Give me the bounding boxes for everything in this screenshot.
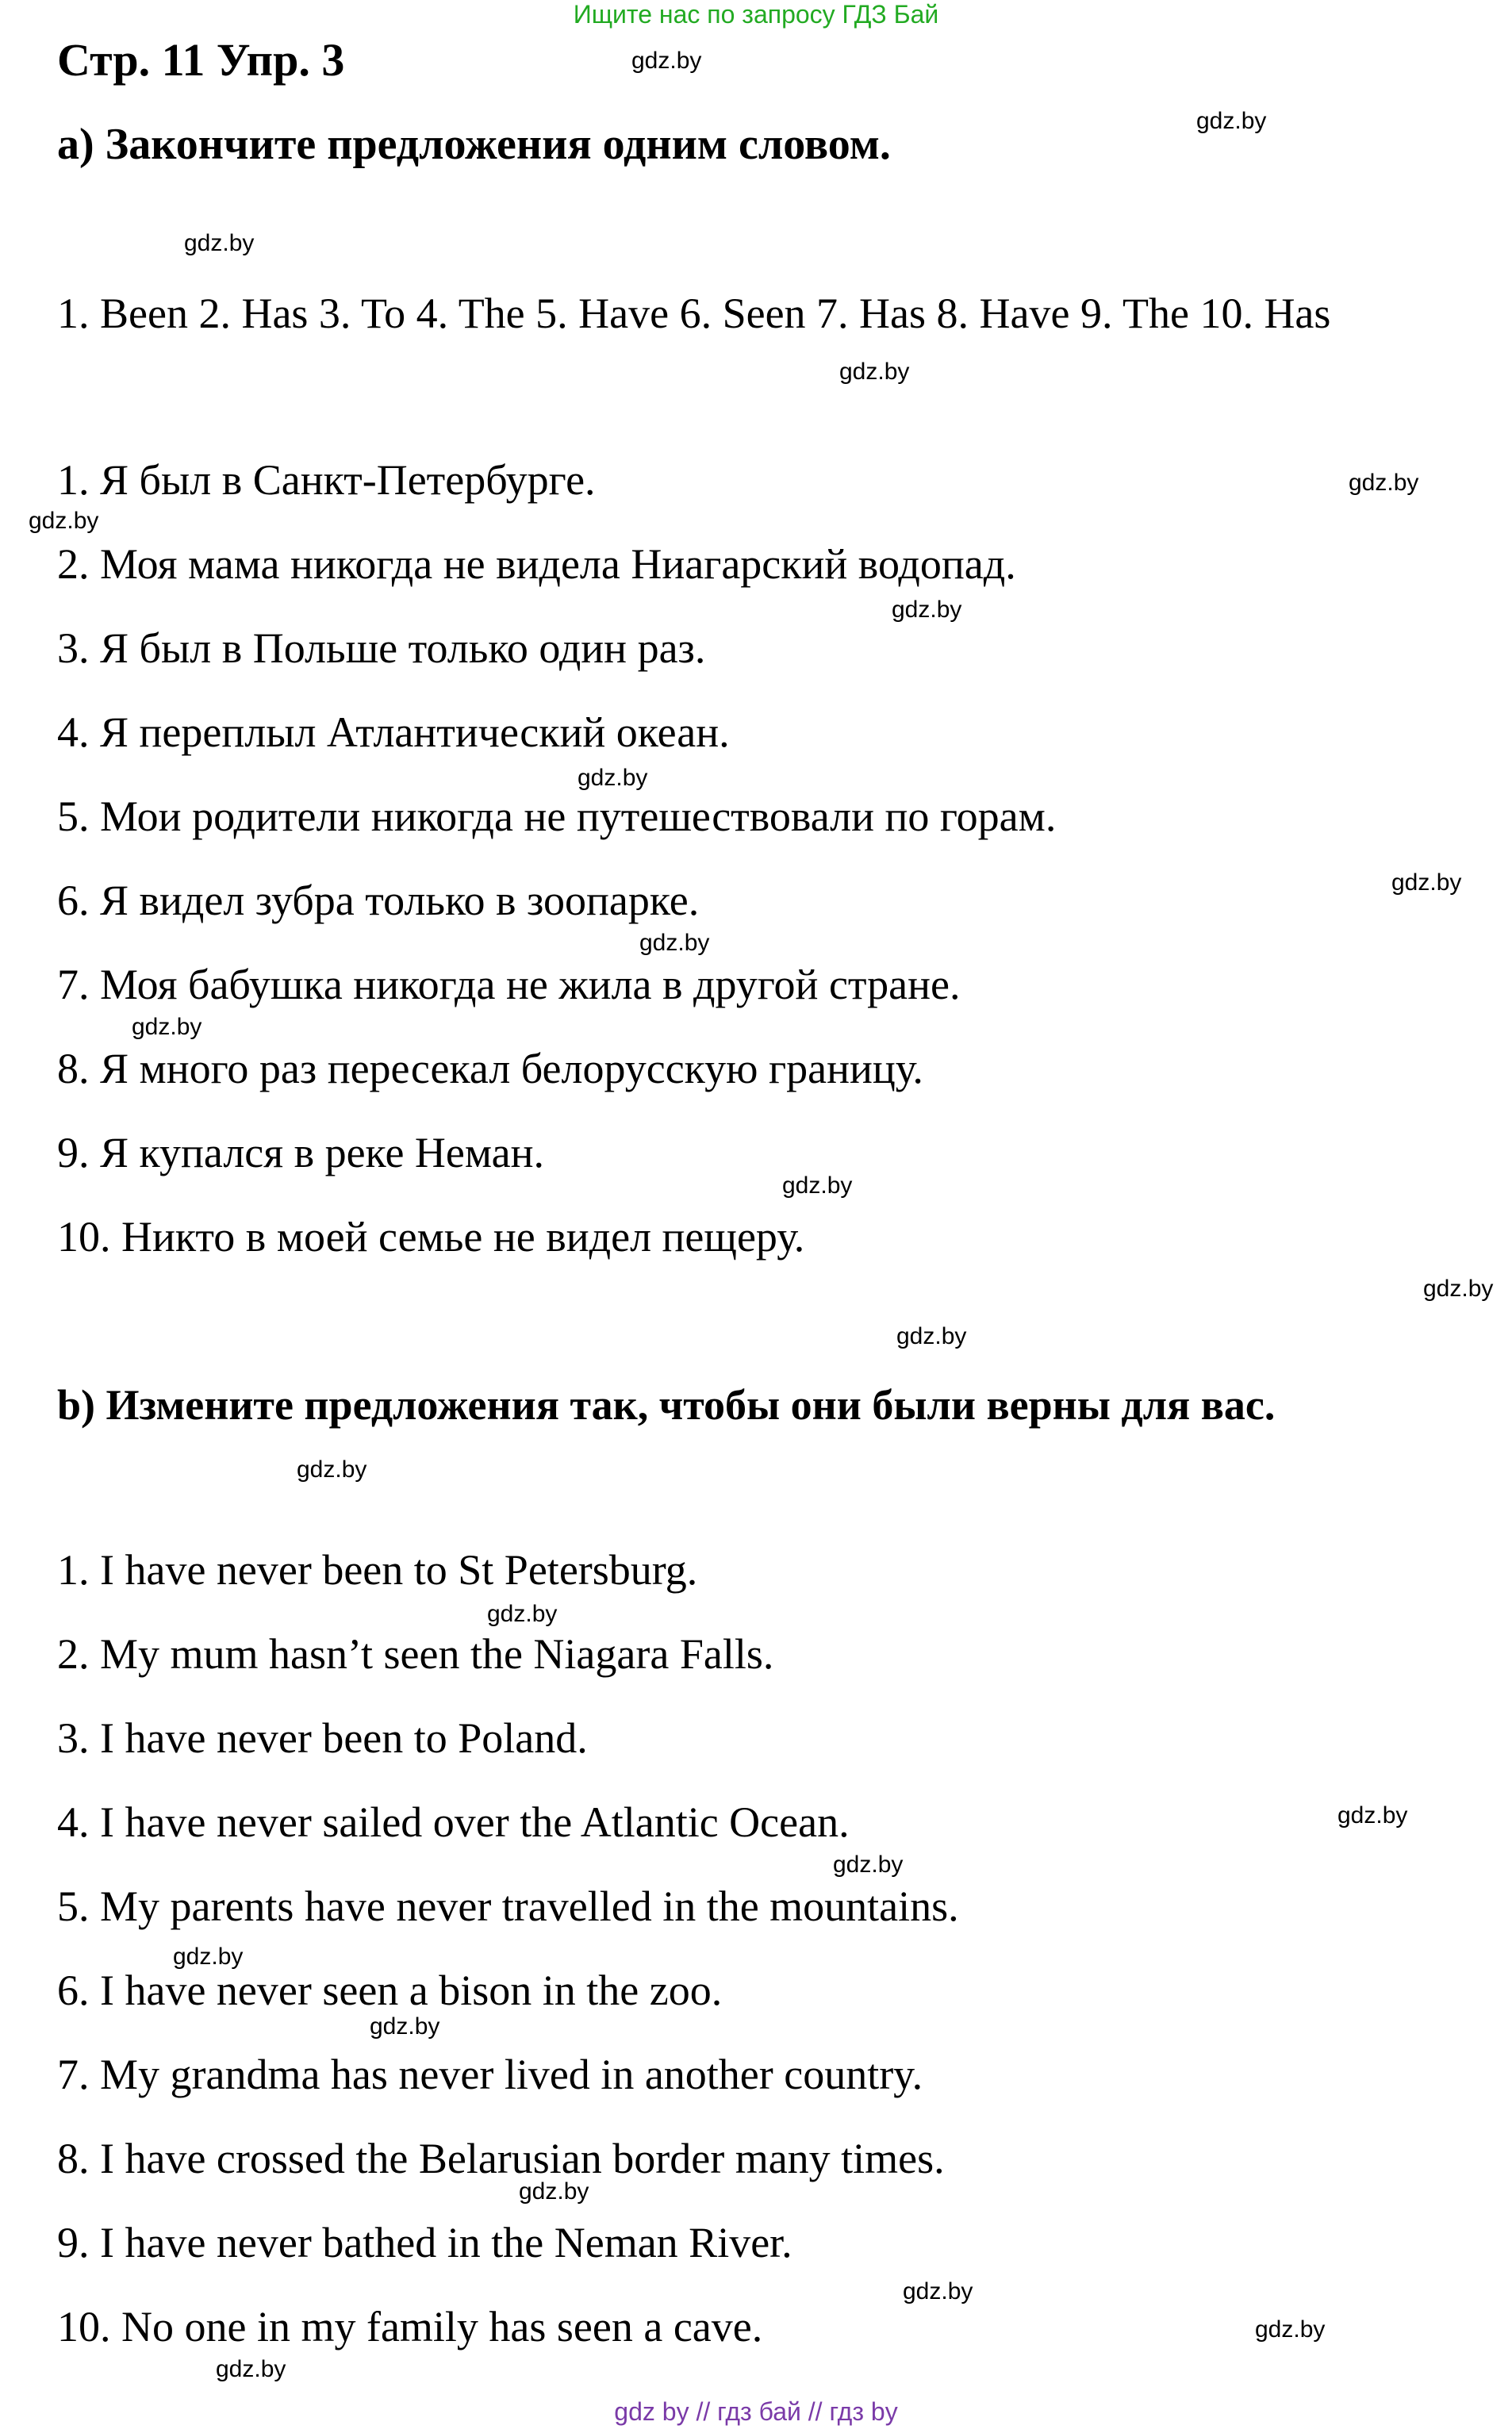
watermark: gdz.by — [631, 48, 702, 74]
watermark: gdz.by — [1196, 108, 1267, 134]
watermark: gdz.by — [896, 1323, 967, 1349]
watermark: gdz.by — [132, 1014, 202, 1040]
watermark: gdz.by — [639, 930, 710, 956]
en-sentence-5: 5. My parents have never travelled in the mountains. — [57, 1882, 959, 1930]
watermark: gdz.by — [173, 1944, 244, 1970]
answers-line: 1. Been 2. Has 3. To 4. The 5. Have 6. Seen 7. Has 8. Have 9. The 10. Has — [57, 290, 1331, 337]
watermark: gdz.by — [297, 1456, 367, 1483]
watermark: gdz.by — [1391, 869, 1462, 896]
watermark: gdz.by — [578, 765, 648, 791]
en-sentence-7: 7. My grandma has never lived in another country. — [57, 2051, 923, 2098]
ru-sentence-6: 6. Я видел зубра только в зоопарке. — [57, 877, 700, 924]
page-title: Стр. 11 Упр. 3 — [57, 34, 345, 86]
ru-sentence-5: 5. Мои родители никогда не путешествовали по горам. — [57, 792, 1057, 840]
section-b-title: b) Измените предложения так, чтобы они были верны для вас. — [57, 1381, 1276, 1429]
ru-sentence-10: 10. Никто в моей семье не видел пещеру. — [57, 1213, 805, 1261]
watermark: gdz.by — [29, 508, 99, 534]
watermark: gdz.by — [184, 230, 255, 256]
top-banner[interactable]: Ищите нас по запросу ГДЗ Бай — [573, 0, 939, 29]
watermark: gdz.by — [1423, 1276, 1494, 1302]
ru-sentence-3: 3. Я был в Польше только один раз. — [57, 624, 706, 672]
en-sentence-8: 8. I have crossed the Belarusian border many times. — [57, 2135, 945, 2182]
watermark: gdz.by — [892, 597, 962, 623]
ru-sentence-7: 7. Моя бабушка никогда не жила в другой стране. — [57, 961, 961, 1008]
ru-sentence-1: 1. Я был в Санкт-Петербурге. — [57, 456, 596, 504]
ru-sentence-2: 2. Моя мама никогда не видела Ниагарский водопад. — [57, 540, 1016, 588]
watermark: gdz.by — [903, 2278, 973, 2304]
footer-links[interactable]: gdz by // гдз бай // гдз by — [614, 2397, 898, 2426]
ru-sentence-4: 4. Я переплыл Атлантический океан. — [57, 708, 730, 756]
watermark: gdz.by — [370, 2013, 440, 2040]
watermark: gdz.by — [1349, 470, 1419, 496]
ru-sentence-8: 8. Я много раз пересекал белорусскую границу. — [57, 1045, 923, 1092]
en-sentence-2: 2. My mum hasn’t seen the Niagara Falls. — [57, 1630, 774, 1678]
watermark: gdz.by — [216, 2356, 286, 2382]
watermark: gdz.by — [487, 1601, 558, 1627]
en-sentence-10: 10. No one in my family has seen a cave. — [57, 2303, 763, 2350]
section-a-title: a) Закончите предложения одним словом. — [57, 120, 891, 169]
en-sentence-1: 1. I have never been to St Petersburg. — [57, 1546, 698, 1594]
watermark: gdz.by — [782, 1172, 853, 1199]
en-sentence-6: 6. I have never seen a bison in the zoo. — [57, 1967, 723, 2014]
watermark: gdz.by — [519, 2178, 589, 2205]
en-sentence-4: 4. I have never sailed over the Atlantic Ocean. — [57, 1798, 850, 1846]
ru-sentence-9: 9. Я купался в реке Неман. — [57, 1129, 545, 1176]
watermark: gdz.by — [833, 1852, 904, 1878]
watermark: gdz.by — [1337, 1802, 1408, 1829]
watermark: gdz.by — [839, 359, 910, 385]
en-sentence-9: 9. I have never bathed in the Neman River. — [57, 2219, 792, 2266]
watermark: gdz.by — [1255, 2316, 1326, 2343]
en-sentence-3: 3. I have never been to Poland. — [57, 1714, 588, 1762]
